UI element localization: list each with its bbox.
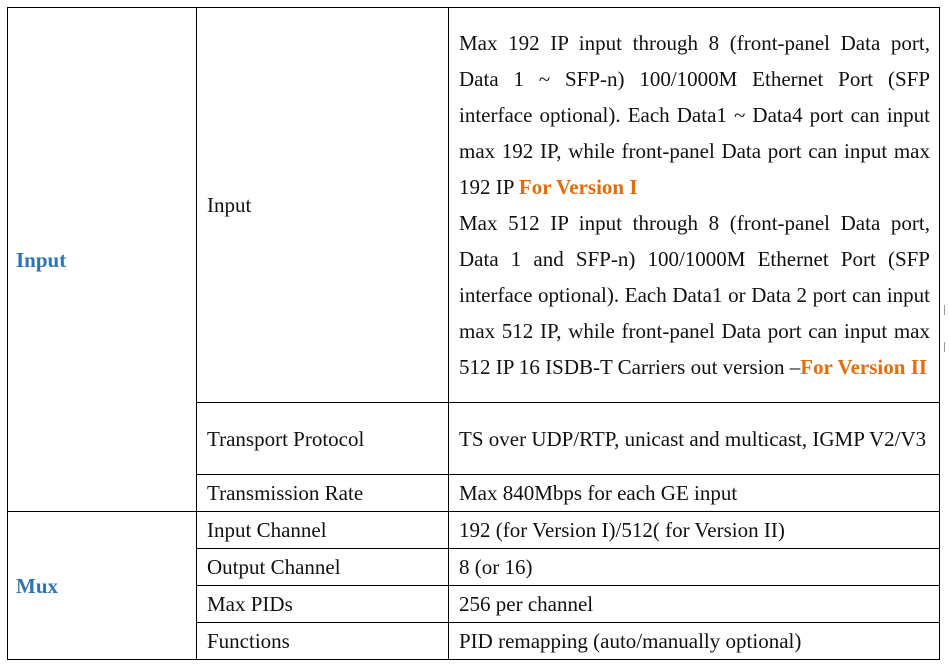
param-label-output-channel: Output Channel — [197, 549, 449, 586]
input-version-2-text: Max 512 IP input through 8 (front-panel Data port, Data 1 and SFP-n) 100/1000M Ethernet Port (SFP interface optional). Each Data1 or Data 2 port can input max 512 IP, while front-panel Data port can input max 512 IP 16 ISDB-T Carriers out version — [459, 211, 930, 379]
version-2-tag: For Version II — [800, 355, 928, 379]
table-row-input-channel — [8, 512, 940, 549]
param-value-functions: PID remapping (auto/manually optional) — [449, 623, 940, 660]
group-label-mux: Mux — [8, 512, 197, 660]
param-label-max-pids: Max PIDs — [197, 586, 449, 623]
param-label-input-channel: Input Channel — [197, 512, 449, 549]
input-version-1-text: Max 192 IP input through 8 (front-panel Data port, Data 1 ~ SFP-n) 100/1000M Ethernet Port (SFP interface optional). Each Data1 ~ Data4 port can input max 192 IP, while front-panel Data port can input max 192 IP — [459, 31, 930, 199]
param-label-input: Input — [197, 8, 449, 403]
param-value-input-channel: 192 (for Version I)/512( for Version II) — [449, 512, 940, 549]
param-value-input — [449, 8, 940, 403]
spec-table — [7, 7, 940, 660]
version-2-dash: – — [789, 355, 801, 379]
param-label-transmission-rate: Transmission Rate — [197, 475, 449, 512]
param-label-functions: Functions — [197, 623, 449, 660]
version-1-tag: For Version I — [518, 175, 638, 199]
param-value-output-channel: 8 (or 16) — [449, 549, 940, 586]
param-value-transmission-rate: Max 840Mbps for each GE input — [449, 475, 940, 512]
param-value-max-pids: 256 per channel — [449, 586, 940, 623]
param-label-transport-protocol: Transport Protocol — [197, 403, 449, 475]
param-value-transport-protocol: TS over UDP/RTP, unicast and multicast, IGMP V2/V3 — [449, 403, 940, 475]
scroll-tick-mark — [944, 342, 945, 352]
table-row-input — [8, 8, 940, 403]
group-label-input: Input — [8, 8, 197, 512]
scroll-tick-mark — [944, 305, 945, 315]
